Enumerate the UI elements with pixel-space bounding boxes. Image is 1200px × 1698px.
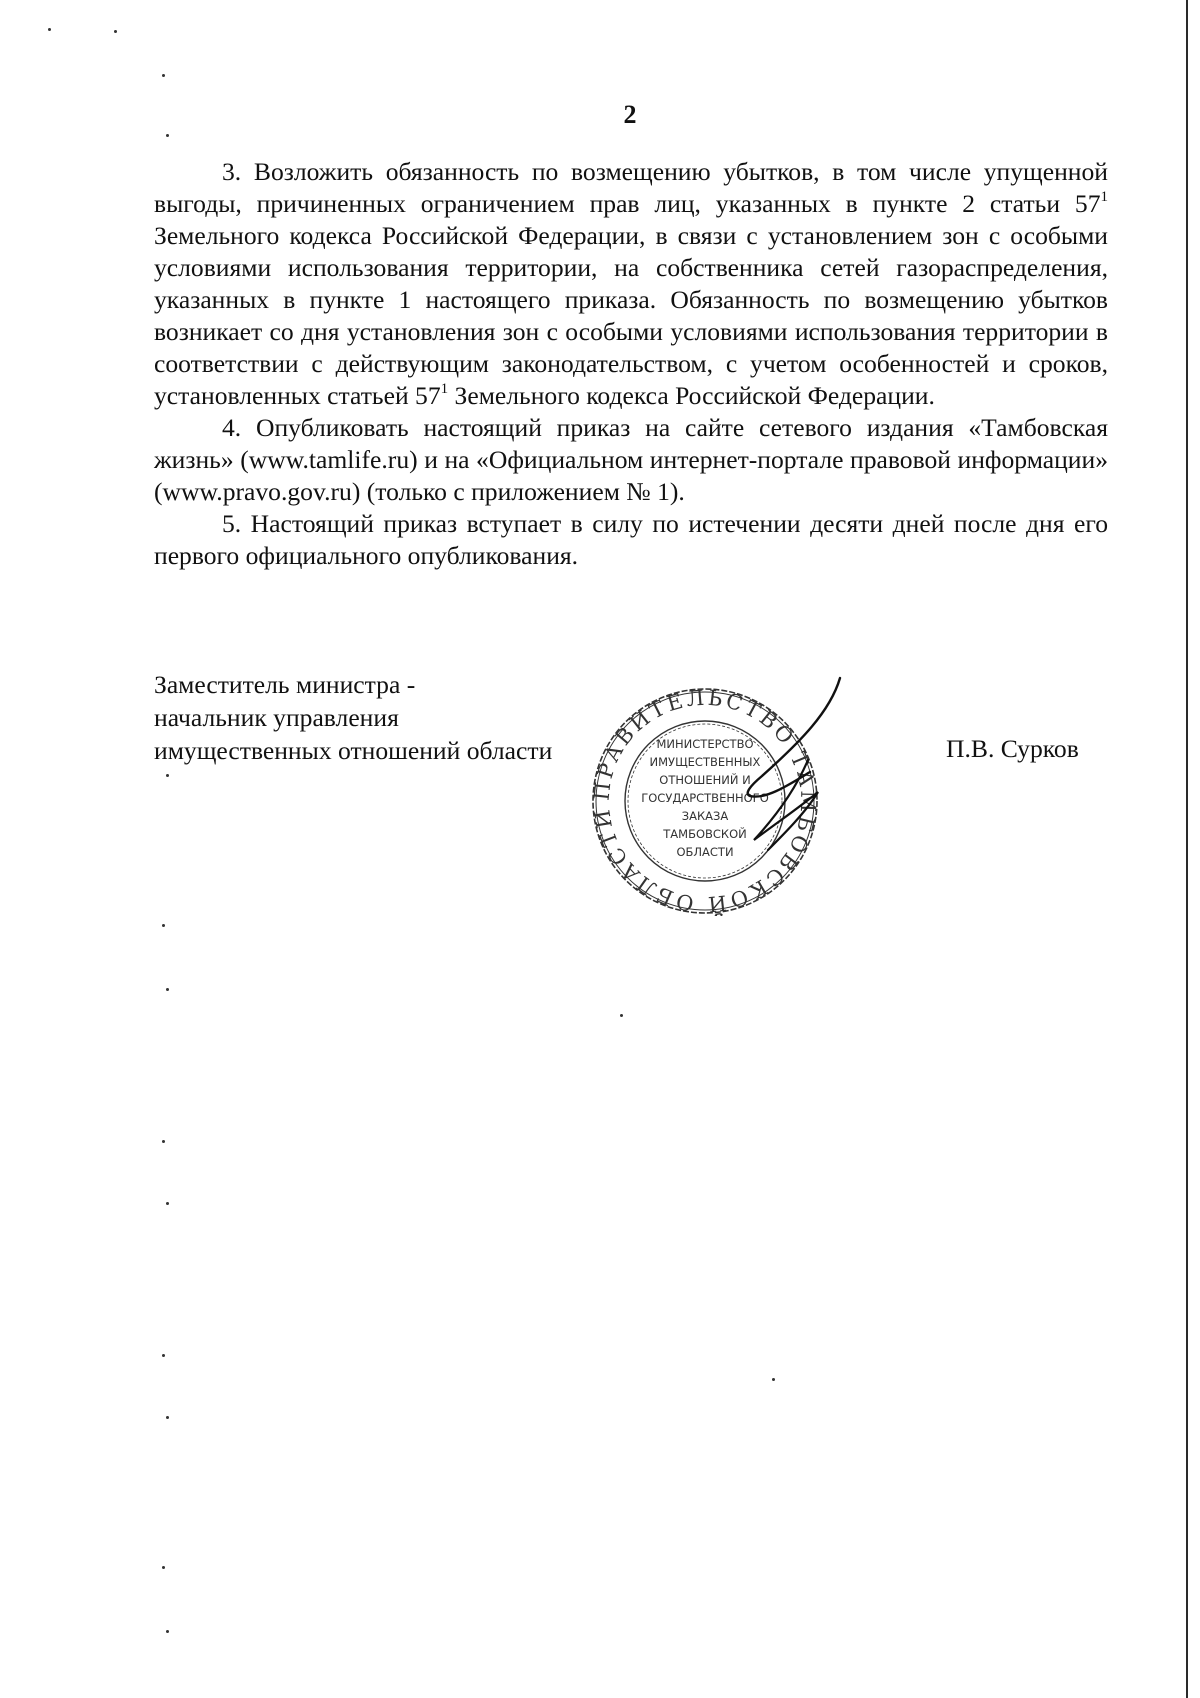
scan-speck [166, 134, 169, 137]
paragraph-3-part-3: Земельного кодекса Российской Федерации. [448, 381, 935, 410]
paragraph-3 [154, 156, 1108, 412]
stamp-inner-line: МИНИСТЕРСТВО [656, 737, 754, 751]
scan-speck [166, 1416, 169, 1419]
stamp-inner-line: ИМУЩЕСТВЕННЫХ [649, 755, 761, 769]
scan-speck [162, 1566, 165, 1569]
paragraph-4: 4. Опубликовать настоящий приказ на сайте сетевого издания «Тамбовская жизнь» (www.tamlife.ru) и на «Официальном интернет-портале правовой информации» (www.pravo.gov.ru) (только с приложением № 1). [154, 413, 1108, 506]
signer-position-line-3: имущественных отношений области [154, 736, 553, 765]
scan-speck [166, 988, 169, 991]
signer-name: П.В. Сурков [946, 734, 1079, 763]
paragraph-3-part-2: Земельного кодекса Российской Федерации, в связи с установлением зон с особыми условиями использования территории, на собственника сетей газораспределения, указанных в пункте 1 настоящего приказа. Обязанность по возмещению убытков возникает со дня установления зон с особыми условиями использования территории в соответствии с действующим законодательством, с учетом особенностей и сроков, установленных статьей 57 [154, 221, 1108, 410]
scan-speck [162, 924, 165, 927]
scan-speck [162, 1354, 165, 1357]
stamp-outer-text: ПРАВИТЕЛЬСТВО ТАМБОВСКОЙ ОБЛАСТИ [590, 686, 820, 916]
paragraph-5: 5. Настоящий приказ вступает в силу по истечении десяти дней после дня его первого официального опубликования. [154, 509, 1108, 570]
stamp-inner-line: ТАМБОВСКОЙ [663, 827, 747, 841]
scan-speck [162, 1140, 165, 1143]
scan-speck [114, 30, 117, 33]
superscript-2: 1 [440, 381, 449, 397]
scan-speck [166, 1630, 169, 1633]
signer-position-line-2: начальник управления [154, 703, 399, 732]
scan-edge-line [1186, 0, 1188, 1698]
paragraph-3-part-1: 3. Возложить обязанность по возмещению убытков, в том числе упущенной выгоды, причиненных ограничением прав лиц, указанных в пункте 2 статьи 57 [154, 157, 1108, 218]
scan-speck [48, 28, 51, 31]
stamp-inner-line: ОТНОШЕНИЙ И [659, 773, 751, 787]
scan-speck [620, 1014, 623, 1017]
scan-speck [166, 774, 169, 777]
stamp-inner-line: ГОСУДАРСТВЕННОГО [641, 791, 769, 805]
scan-speck [772, 1378, 775, 1381]
stamp-inner-line: ЗАКАЗА [681, 809, 729, 823]
stamp-inner-line: ОБЛАСТИ [676, 845, 734, 859]
signer-position-line-1: Заместитель министра - [154, 670, 416, 699]
signer-position [154, 668, 552, 767]
handwritten-signature [680, 672, 880, 872]
page-number: 2 [623, 100, 637, 129]
document-body [154, 156, 1108, 572]
scan-speck [162, 74, 165, 77]
superscript-1: 1 [1100, 189, 1108, 205]
scan-speck [166, 1202, 169, 1205]
